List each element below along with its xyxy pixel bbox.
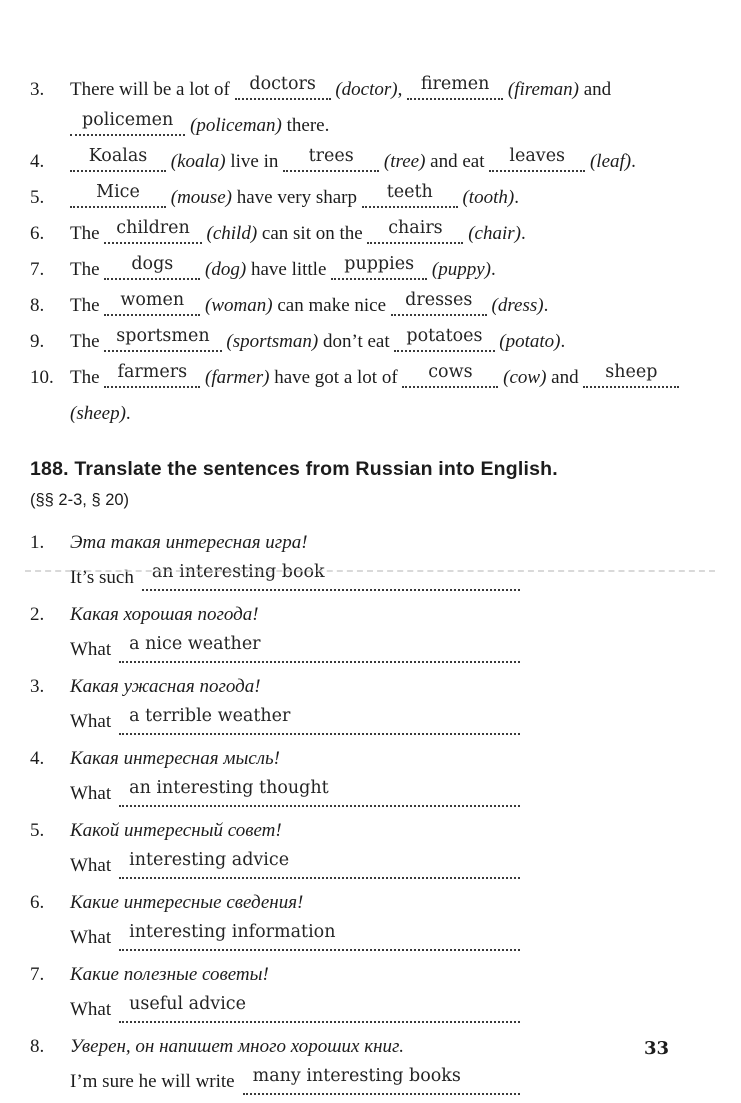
exercise-item xyxy=(30,216,699,252)
translation-item xyxy=(30,814,699,879)
answer-blank xyxy=(104,219,201,244)
item-number: 9. xyxy=(30,331,45,352)
sentence-text: The xyxy=(70,223,105,244)
russian-sentence: Какой интересный совет! xyxy=(70,820,282,841)
exercise-item xyxy=(30,324,699,360)
item-number: 7. xyxy=(30,259,45,280)
written-answer: women xyxy=(120,290,185,310)
english-line xyxy=(70,775,520,807)
written-answer: Mice xyxy=(96,182,140,202)
grammar-hint: (farmer) xyxy=(205,367,270,388)
english-line xyxy=(70,919,520,951)
sentence-text: There will be a lot of xyxy=(70,79,235,100)
sentence-text: have got a lot of xyxy=(269,367,403,388)
item-number: 2. xyxy=(30,604,45,625)
grammar-hint: (dress) xyxy=(491,295,544,316)
sentence-text: . xyxy=(543,295,549,316)
scan-artifact-line xyxy=(25,570,715,572)
translation-blank xyxy=(119,991,520,1023)
grammar-hint: (chair) xyxy=(468,223,521,244)
answer-blank xyxy=(394,327,494,352)
russian-line xyxy=(30,670,699,703)
item-number: 8. xyxy=(30,1036,45,1057)
exercise-item xyxy=(30,288,699,324)
answer-blank xyxy=(583,363,679,388)
exercise-item xyxy=(30,360,699,432)
item-number: 3. xyxy=(30,79,45,100)
written-answer: policemen xyxy=(82,110,174,130)
translation-item xyxy=(30,670,699,735)
exercise-item xyxy=(30,144,699,180)
section-reference: (§§ 2-3, § 20) xyxy=(30,491,130,509)
answer-blank xyxy=(70,183,166,208)
sentence-text: and xyxy=(578,79,612,100)
russian-line xyxy=(30,814,699,847)
sentence-text: there. xyxy=(281,115,330,136)
english-prefix: What xyxy=(70,783,112,804)
english-prefix: I’m sure he will write xyxy=(70,1071,235,1092)
grammar-hint: (dog) xyxy=(205,259,247,280)
item-number: 6. xyxy=(30,892,45,913)
translation-blank xyxy=(119,703,520,735)
sentence-text: and xyxy=(546,367,584,388)
item-number: 5. xyxy=(30,187,45,208)
english-line xyxy=(70,631,520,663)
grammar-hint: (doctor) xyxy=(335,79,398,100)
translation-answer: a terrible weather xyxy=(129,706,291,726)
translation-blank xyxy=(243,1063,520,1095)
sentence-body xyxy=(70,288,699,324)
translation-answer: useful advice xyxy=(129,994,246,1014)
grammar-hint: (cow) xyxy=(503,367,547,388)
english-line xyxy=(70,559,520,591)
page-number: 33 xyxy=(643,1038,669,1059)
sentence-body xyxy=(70,360,699,432)
written-answer: chairs xyxy=(388,218,443,238)
translation-answer: interesting information xyxy=(129,922,336,942)
translation-item xyxy=(30,1030,699,1095)
written-answer: children xyxy=(116,218,190,238)
grammar-hint: (mouse) xyxy=(170,187,232,208)
russian-line xyxy=(30,886,699,919)
sentence-text: . xyxy=(125,403,131,424)
russian-sentence: Какая хорошая погода! xyxy=(70,604,259,625)
answer-blank xyxy=(104,363,200,388)
written-answer: sportsmen xyxy=(116,326,210,346)
answer-blank xyxy=(362,183,458,208)
translation-answer: an interesting book xyxy=(151,562,325,582)
answer-blank xyxy=(104,291,200,316)
translation-item xyxy=(30,742,699,807)
section-heading: 188. Translate the sentences from Russian into English. xyxy=(30,458,558,480)
item-number: 4. xyxy=(30,151,45,172)
written-answer: sheep xyxy=(605,362,658,382)
sentence-body xyxy=(70,180,699,216)
russian-sentence: Какие интересные сведения! xyxy=(70,892,304,913)
written-answer: dogs xyxy=(131,254,174,274)
written-answer: farmers xyxy=(117,362,188,382)
grammar-hint: (sheep) xyxy=(70,403,126,424)
answer-blank xyxy=(235,75,331,100)
sentence-text: . xyxy=(520,223,526,244)
russian-line xyxy=(30,958,699,991)
translation-blank xyxy=(142,559,520,591)
english-line xyxy=(70,1063,520,1095)
translation-answer: many interesting books xyxy=(252,1066,461,1086)
answer-blank xyxy=(283,147,379,172)
russian-line xyxy=(30,742,699,775)
item-number: 3. xyxy=(30,676,45,697)
sentence-text: The xyxy=(70,367,105,388)
grammar-hint: (tooth) xyxy=(462,187,515,208)
sentence-body xyxy=(70,324,699,360)
exercise-item xyxy=(30,72,699,144)
english-prefix: It’s such xyxy=(70,567,134,588)
item-number: 1. xyxy=(30,532,45,553)
sentence-body xyxy=(70,144,699,180)
written-answer: potatoes xyxy=(406,326,483,346)
translation-answer: interesting advice xyxy=(129,850,290,870)
answer-blank xyxy=(104,255,200,280)
russian-sentence: Эта такая интересная игра! xyxy=(70,532,308,553)
grammar-hint: (fireman) xyxy=(507,79,579,100)
russian-sentence: Какие полезные советы! xyxy=(70,964,269,985)
grammar-hint: (woman) xyxy=(205,295,273,316)
answer-blank xyxy=(391,291,487,316)
answer-blank xyxy=(402,363,498,388)
answer-blank xyxy=(104,327,221,352)
sentence-text: don’t eat xyxy=(318,331,395,352)
english-line xyxy=(70,703,520,735)
sentence-text: have very sharp xyxy=(231,187,362,208)
answer-blank xyxy=(489,147,585,172)
written-answer: Koalas xyxy=(88,146,148,166)
written-answer: puppies xyxy=(344,254,415,274)
sentence-body xyxy=(70,216,699,252)
written-answer: teeth xyxy=(386,182,433,202)
grammar-hint: (sportsman) xyxy=(226,331,319,352)
item-number: 10. xyxy=(30,367,54,388)
translate-exercise-list xyxy=(30,526,699,1095)
sentence-text: The xyxy=(70,295,105,316)
exercise-item xyxy=(30,252,699,288)
answer-blank xyxy=(407,75,503,100)
grammar-hint: (tree) xyxy=(383,151,426,172)
answer-blank xyxy=(367,219,463,244)
written-answer: trees xyxy=(308,146,354,166)
sentence-text: The xyxy=(70,259,105,280)
sentence-text: live in xyxy=(225,151,284,172)
translation-item xyxy=(30,886,699,951)
russian-sentence: Уверен, он напишет много хороших книг. xyxy=(70,1036,404,1057)
russian-sentence: Какая ужасная погода! xyxy=(70,676,261,697)
grammar-hint: (puppy) xyxy=(431,259,491,280)
sentence-text: . xyxy=(560,331,566,352)
answer-blank xyxy=(70,147,166,172)
english-prefix: What xyxy=(70,855,112,876)
item-number: 4. xyxy=(30,748,45,769)
written-answer: firemen xyxy=(420,74,490,94)
translation-blank xyxy=(119,631,520,663)
sentence-text: . xyxy=(514,187,519,208)
sentence-text: , xyxy=(397,79,408,100)
translation-blank xyxy=(119,847,520,879)
item-number: 7. xyxy=(30,964,45,985)
sentence-text: can make nice xyxy=(272,295,391,316)
written-answer: cows xyxy=(428,362,473,382)
sentence-body xyxy=(70,252,699,288)
plural-exercise-list xyxy=(30,72,699,432)
sentence-text: have little xyxy=(246,259,332,280)
sentence-text: The xyxy=(70,331,105,352)
translation-blank xyxy=(119,919,520,951)
grammar-hint: (policeman) xyxy=(190,115,282,136)
grammar-hint: (koala) xyxy=(170,151,226,172)
russian-line xyxy=(30,526,699,559)
sentence-body xyxy=(70,72,699,144)
written-answer: dresses xyxy=(405,290,473,310)
written-answer: doctors xyxy=(249,74,316,94)
written-answer: leaves xyxy=(509,146,566,166)
russian-line xyxy=(30,1030,699,1063)
sentence-text: and eat xyxy=(425,151,490,172)
english-prefix: What xyxy=(70,639,112,660)
russian-sentence: Какая интересная мысль! xyxy=(70,748,281,769)
exercise-item xyxy=(30,180,699,216)
translation-answer: an interesting thought xyxy=(129,778,329,798)
translation-item xyxy=(30,598,699,663)
english-prefix: What xyxy=(70,927,112,948)
english-line xyxy=(70,847,520,879)
grammar-hint: (child) xyxy=(206,223,258,244)
translation-item xyxy=(30,526,699,591)
sentence-text: can sit on the xyxy=(257,223,368,244)
sentence-text: . xyxy=(491,259,496,280)
grammar-hint: (leaf) xyxy=(589,151,632,172)
sentence-text: . xyxy=(631,151,636,172)
item-number: 5. xyxy=(30,820,45,841)
english-prefix: What xyxy=(70,999,112,1020)
answer-blank xyxy=(70,111,185,136)
english-line xyxy=(70,991,520,1023)
item-number: 8. xyxy=(30,295,45,316)
russian-line xyxy=(30,598,699,631)
answer-blank xyxy=(331,255,427,280)
grammar-hint: (potato) xyxy=(499,331,561,352)
translation-answer: a nice weather xyxy=(129,634,261,654)
translation-blank xyxy=(119,775,520,807)
translation-item xyxy=(30,958,699,1023)
item-number: 6. xyxy=(30,223,45,244)
english-prefix: What xyxy=(70,711,112,732)
